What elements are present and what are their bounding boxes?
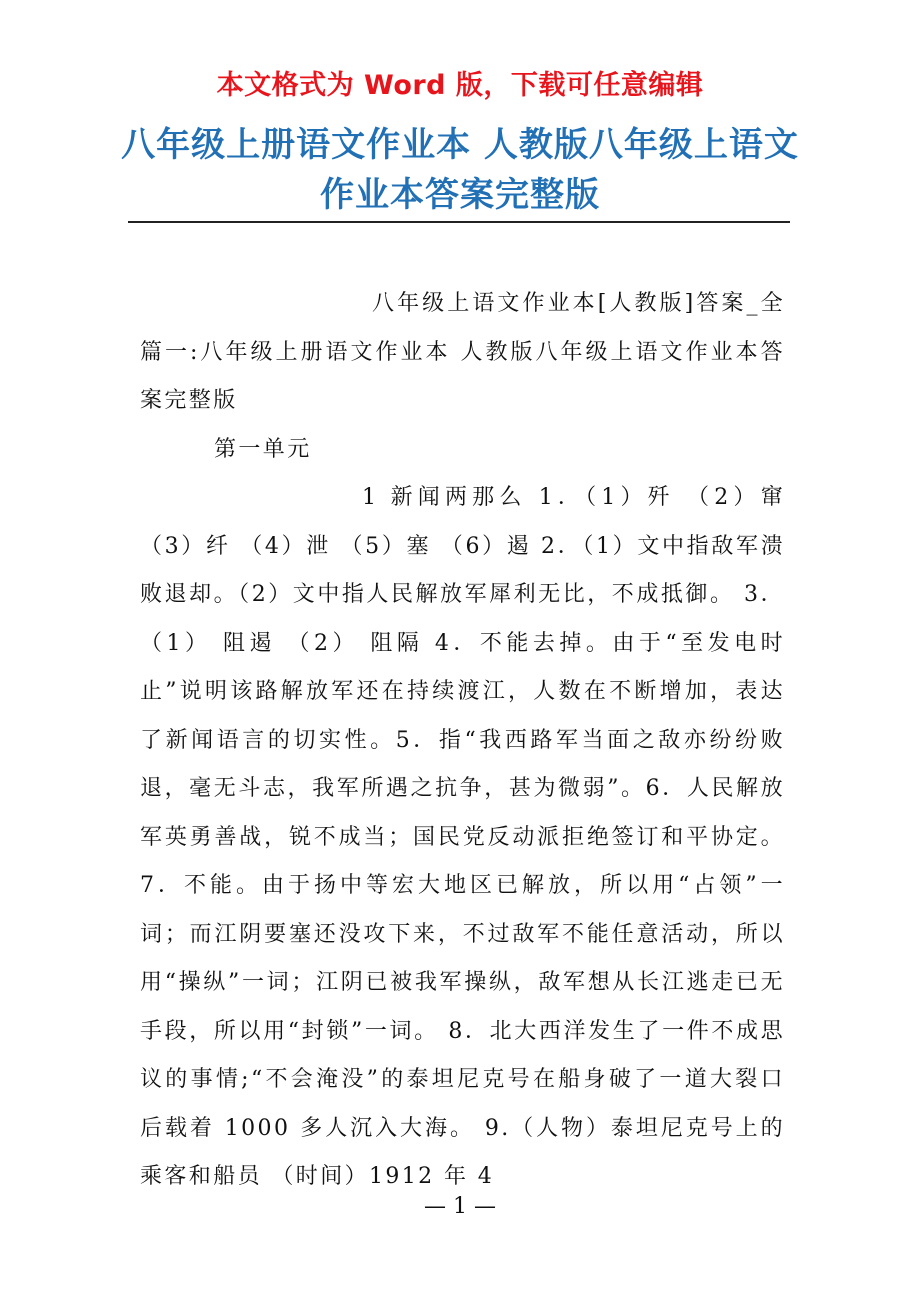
document-body bbox=[140, 280, 785, 1202]
document-title: 八年级上册语文作业本 人教版八年级上语文作业本答案完整版 bbox=[121, 125, 799, 215]
heading-paragraph: 八年级上语文作业本[人教版]答案_全篇一:八年级上册语文作业本 人教版八年级上语文作业本答案完整版 bbox=[140, 291, 785, 413]
title-divider bbox=[128, 221, 790, 223]
answer-paragraph: 1 新闻两那么 1．（1）歼 （2）窜 （3）纤 （4）泄 （5）塞 （6）遏 2．（1）文中指敌军溃败退却。（2）文中指人民解放军犀利无比，不成抵御。 3．（1） 阻遏 （2） 阻隔 4．不能去掉。由于“至发电时止”说明该路解放军还在持续渡江，人数在不断增加，表达了新闻语言的切实性。5．指“我西路军当面之敌亦纷纷败退，毫无斗志，我军所遇之抗争，甚为微弱”。6．人民解放军英勇善战，锐不成当；国民党反动派拒绝签订和平协定。 7．不能。由于扬中等宏大地区已解放，所以用“占领”一词；而江阴要塞还没攻下来，不过敌军不能任意活动，所以用“操纵”一词；江阴已被我军操纵，敌军想从长江逃走已无手段，所以用“封锁”一词。 8．北大西洋发生了一件不成思议的事情;“不会淹没”的泰坦尼克号在船身破了一道大裂口后载着 1000 多人沉入大海。 9.（人物）泰坦尼克号上的乘客和船员 （时间）1912 年 4 bbox=[140, 485, 785, 1189]
page-number: — 1 — bbox=[424, 1194, 496, 1219]
format-banner: 本文格式为 Word 版，下载可任意编辑 bbox=[216, 70, 704, 101]
section-heading: 第一单元 bbox=[214, 436, 312, 462]
